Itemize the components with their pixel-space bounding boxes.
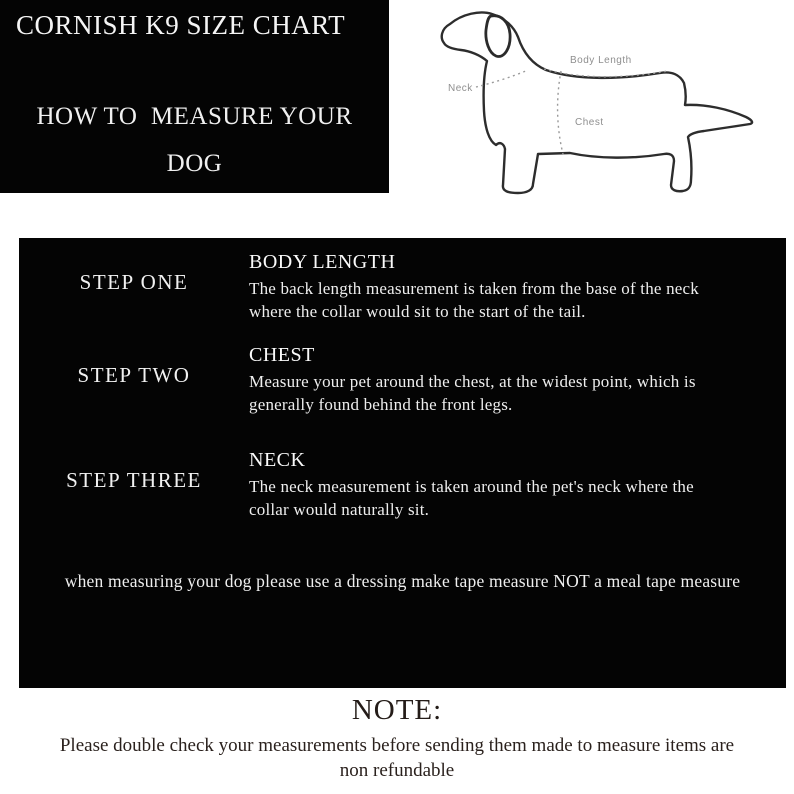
- step-two-content: [249, 344, 741, 417]
- step-row-one: [19, 251, 786, 324]
- dog-measurement-diagram: [428, 3, 780, 215]
- step-one-description: The back length measurement is taken from the base of the neck where the collar would sit to the start of the tail.: [249, 279, 699, 321]
- note-heading: NOTE:: [351, 694, 443, 726]
- step-three-content: [249, 449, 741, 522]
- page-subtitle: [0, 103, 389, 178]
- subtitle-line-1: HOW TO MEASURE YOUR: [36, 103, 353, 130]
- step-one-heading: BODY LENGTH: [249, 251, 396, 273]
- dachshund-outline-drawing: [428, 3, 780, 215]
- step-one-label: STEP ONE: [79, 270, 189, 294]
- chest-label: Chest: [575, 117, 604, 128]
- step-three-label: STEP THREE: [66, 468, 202, 492]
- step-two-heading: CHEST: [249, 344, 315, 366]
- step-one-content: [249, 251, 741, 324]
- step-two-label: STEP TWO: [77, 363, 191, 387]
- note-section: [0, 694, 794, 783]
- body-length-label: Body Length: [570, 55, 632, 66]
- tape-measure-warning: when measuring your dog please use a dressing make tape measure NOT a meal tape measure: [64, 571, 741, 591]
- dog-ear: [486, 16, 510, 57]
- steps-panel: [19, 238, 786, 688]
- neck-label: Neck: [448, 83, 473, 94]
- step-row-two: [19, 344, 786, 417]
- note-text: Please double check your measurements before sending them made to measure items are non refundable: [59, 735, 735, 781]
- subtitle-line-2: DOG: [166, 150, 223, 177]
- page-title: CORNISH K9 SIZE CHART: [16, 10, 346, 40]
- step-two-description: Measure your pet around the chest, at the widest point, which is generally found behind the front legs.: [249, 372, 696, 414]
- header-panel: [0, 0, 389, 193]
- step-three-description: The neck measurement is taken around the pet's neck where the collar would naturally sit.: [249, 477, 694, 519]
- step-row-three: [19, 449, 786, 522]
- step-three-heading: NECK: [249, 449, 306, 471]
